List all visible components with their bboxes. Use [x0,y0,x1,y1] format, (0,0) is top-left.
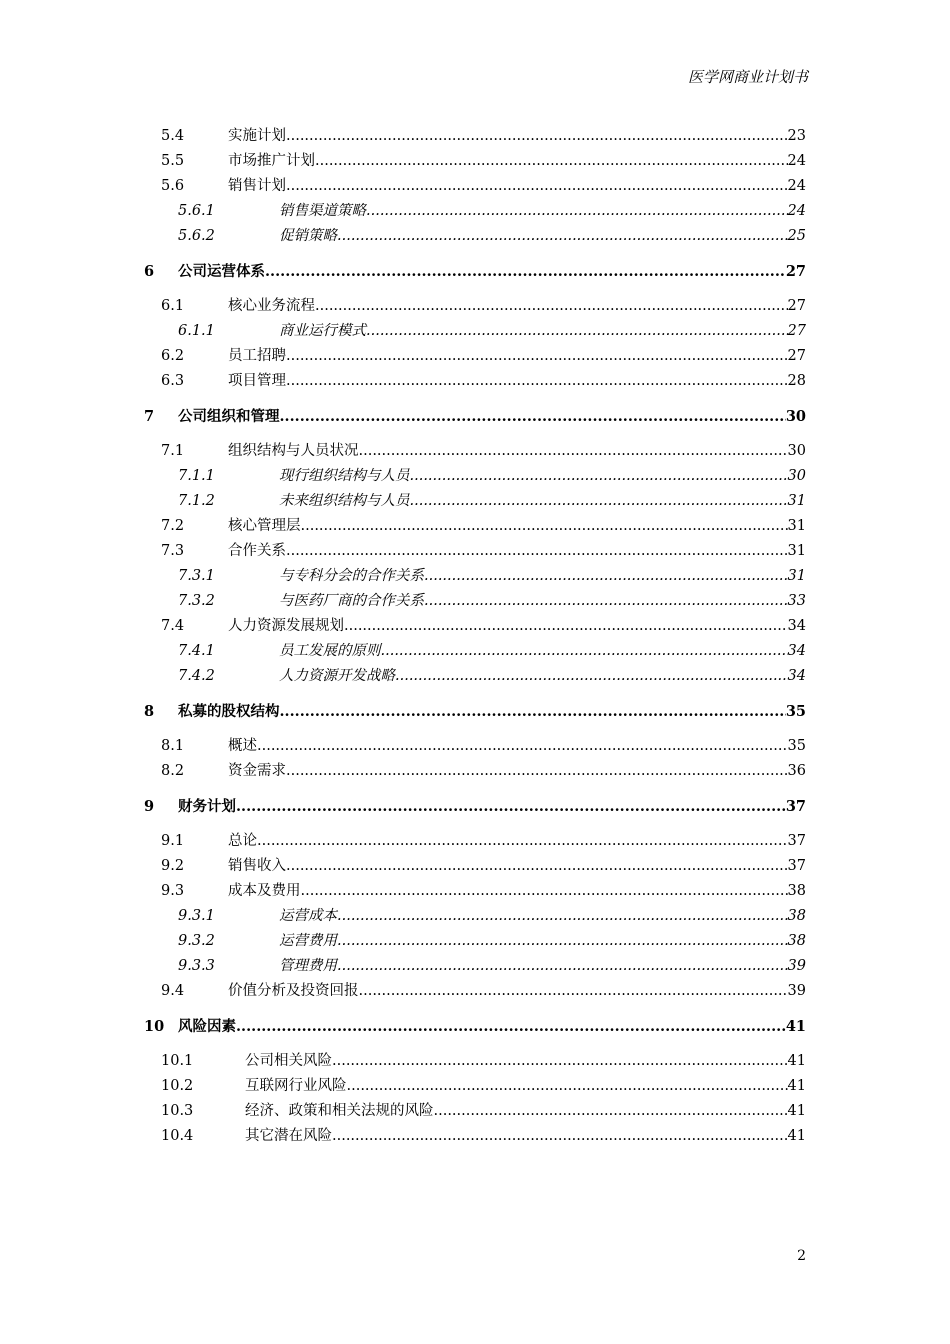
toc-subsection-entry[interactable] [0,319,950,344]
toc-entry-title: 财务计划 [178,798,236,815]
toc-entry-page: 27 [787,348,806,364]
toc-entry-title: 人力资源发展规划 [228,618,344,634]
toc-entry-number: 9.3.2 [178,933,215,949]
toc-entry-number: 7.1 [161,443,185,459]
toc-entry-title: 商业运行模式 [279,323,366,339]
toc-entry-title: 资金需求 [228,763,286,779]
toc-entry-body [178,404,806,429]
toc-entry-number: 6.1.1 [178,323,215,339]
toc-entry-page: 31 [787,543,806,559]
toc-section-entry[interactable] [0,879,950,904]
toc-entry-page: 38 [787,908,806,924]
toc-entry-title: 人力资源开发战略 [279,668,395,684]
toc-entry-title: 销售计划 [228,178,286,194]
toc-entry-body [245,1124,806,1149]
toc-entry-body [279,319,806,344]
toc-entry-number: 5.6.2 [178,228,215,244]
toc-entry-page: 31 [787,518,806,534]
toc-section-entry[interactable] [0,539,950,564]
toc-entry-title: 运营成本 [279,908,337,924]
toc-dot-leader [301,514,788,539]
toc-entry-number: 5.4 [161,128,185,144]
toc-entry-body [279,664,806,689]
toc-entry-title: 公司组织和管理 [178,408,280,425]
toc-entry-body [228,979,806,1004]
toc-chapter-entry[interactable] [0,699,950,724]
toc-dot-leader [286,854,788,879]
toc-dot-leader [301,879,788,904]
table-of-contents [0,124,950,1149]
toc-subsection-entry[interactable] [0,199,950,224]
toc-entry-number: 9.1 [161,833,185,849]
toc-entry-body [228,149,806,174]
toc-dot-leader [359,439,788,464]
toc-entry-number: 10 [144,1018,165,1035]
toc-subsection-entry[interactable] [0,464,950,489]
toc-entry-title: 销售收入 [228,858,286,874]
toc-entry-number: 6.2 [161,348,185,364]
toc-section-entry[interactable] [0,124,950,149]
toc-entry-page: 34 [787,643,806,659]
toc-section-entry[interactable] [0,294,950,319]
toc-entry-body [178,1014,806,1039]
toc-section-entry[interactable] [0,979,950,1004]
toc-chapter-entry[interactable] [0,259,950,284]
toc-section-entry[interactable] [0,344,950,369]
toc-subsection-entry[interactable] [0,639,950,664]
toc-dot-leader [337,224,788,249]
running-header: 医学网商业计划书 [687,68,808,86]
toc-dot-leader [424,589,788,614]
toc-entry-title: 实施计划 [228,128,286,144]
toc-entry-number: 7.2 [161,518,185,534]
toc-entry-page: 30 [787,468,806,484]
toc-section-entry[interactable] [0,829,950,854]
toc-section-entry[interactable] [0,854,950,879]
toc-entry-title: 风险因素 [178,1018,236,1035]
toc-entry-number: 10.1 [161,1053,194,1069]
toc-section-entry[interactable] [0,759,950,784]
toc-entry-body [228,539,806,564]
toc-entry-page: 28 [787,373,806,389]
toc-entry-title: 管理费用 [279,958,337,974]
toc-entry-number: 7 [144,408,155,425]
toc-entry-number: 9 [144,798,155,815]
toc-subsection-entry[interactable] [0,664,950,689]
toc-entry-number: 7.3 [161,543,185,559]
toc-entry-number: 10.3 [161,1103,194,1119]
toc-entry-number: 5.5 [161,153,185,169]
toc-dot-leader [332,1049,788,1074]
toc-section-entry[interactable] [0,1124,950,1149]
toc-entry-number: 9.3.3 [178,958,215,974]
toc-entry-page: 24 [787,178,806,194]
toc-entry-title: 公司运营体系 [178,263,265,280]
toc-entry-title: 经济、政策和相关法规的风险 [245,1103,434,1119]
toc-entry-body [228,734,806,759]
toc-entry-title: 市场推广计划 [228,153,315,169]
toc-entry-title: 核心管理层 [228,518,301,534]
toc-entry-body [228,879,806,904]
page-number: 2 [797,1248,806,1264]
toc-entry-title: 运营费用 [279,933,337,949]
toc-dot-leader [257,829,788,854]
toc-entry-title: 与医药厂商的合作关系 [279,593,424,609]
toc-dot-leader [410,464,788,489]
toc-dot-leader [337,904,788,929]
toc-entry-page: 24 [787,203,806,219]
toc-entry-body [279,564,806,589]
toc-entry-body [178,259,806,284]
toc-entry-body [178,699,806,724]
toc-dot-leader [337,929,788,954]
toc-section-entry[interactable] [0,1074,950,1099]
toc-entry-title: 组织结构与人员状况 [228,443,359,459]
toc-dot-leader [236,794,786,819]
toc-entry-page: 27 [787,323,806,339]
toc-subsection-entry[interactable] [0,954,950,979]
toc-dot-leader [332,1124,788,1149]
toc-entry-number: 8 [144,703,155,720]
toc-section-entry[interactable] [0,614,950,639]
toc-entry-page: 38 [787,933,806,949]
toc-entry-title: 其它潜在风险 [245,1128,332,1144]
toc-entry-page: 23 [787,128,806,144]
toc-section-entry[interactable] [0,734,950,759]
toc-section-entry[interactable] [0,514,950,539]
toc-dot-leader [315,294,788,319]
toc-subsection-entry[interactable] [0,929,950,954]
toc-dot-leader [286,344,788,369]
toc-entry-body [279,199,806,224]
toc-dot-leader [286,174,788,199]
toc-entry-page: 27 [787,298,806,314]
toc-chapter-entry[interactable] [0,1014,950,1039]
toc-entry-title: 总论 [228,833,257,849]
toc-entry-title: 未来组织结构与人员 [279,493,410,509]
toc-entry-page: 27 [785,263,806,280]
toc-entry-number: 8.2 [161,763,185,779]
toc-entry-body [279,224,806,249]
toc-section-entry[interactable] [0,174,950,199]
toc-dot-leader [434,1099,788,1124]
toc-entry-page: 37 [787,858,806,874]
toc-entry-body [178,794,806,819]
toc-dot-leader [286,124,788,149]
toc-entry-page: 41 [785,1018,806,1035]
toc-dot-leader [265,259,786,284]
toc-entry-number: 7.1.1 [178,468,215,484]
toc-entry-body [279,464,806,489]
toc-dot-leader [280,404,786,429]
toc-entry-page: 31 [787,568,806,584]
toc-entry-number: 7.4.2 [178,668,215,684]
toc-entry-number: 8.1 [161,738,185,754]
toc-entry-page: 37 [785,798,806,815]
toc-entry-number: 6.1 [161,298,185,314]
toc-entry-page: 35 [785,703,806,720]
toc-entry-body [228,854,806,879]
toc-dot-leader [347,1074,788,1099]
toc-section-entry[interactable] [0,369,950,394]
toc-entry-page: 30 [787,443,806,459]
toc-entry-page: 25 [787,228,806,244]
toc-entry-number: 7.4.1 [178,643,215,659]
toc-entry-title: 概述 [228,738,257,754]
toc-chapter-entry[interactable] [0,404,950,429]
toc-dot-leader [381,639,788,664]
toc-section-entry[interactable] [0,149,950,174]
toc-entry-page: 41 [787,1053,806,1069]
toc-entry-page: 37 [787,833,806,849]
toc-entry-body [279,489,806,514]
toc-entry-page: 39 [787,958,806,974]
toc-entry-page: 41 [787,1128,806,1144]
toc-entry-number: 7.1.2 [178,493,215,509]
toc-entry-body [228,439,806,464]
toc-dot-leader [410,489,788,514]
toc-entry-number: 7.3.1 [178,568,215,584]
toc-entry-title: 价值分析及投资回报 [228,983,359,999]
toc-entry-page: 34 [787,668,806,684]
toc-entry-title: 员工发展的原则 [279,643,381,659]
toc-entry-title: 现行组织结构与人员 [279,468,410,484]
toc-entry-number: 10.2 [161,1078,194,1094]
toc-dot-leader [280,699,786,724]
toc-entry-title: 项目管理 [228,373,286,389]
toc-entry-body [245,1049,806,1074]
toc-entry-title: 核心业务流程 [228,298,315,314]
toc-entry-body [228,829,806,854]
toc-dot-leader [286,539,788,564]
toc-entry-body [245,1074,806,1099]
toc-entry-title: 销售渠道策略 [279,203,366,219]
toc-entry-number: 5.6.1 [178,203,215,219]
toc-entry-body [228,344,806,369]
toc-entry-body [279,589,806,614]
toc-subsection-entry[interactable] [0,224,950,249]
toc-entry-number: 6 [144,263,155,280]
toc-entry-body [279,929,806,954]
toc-entry-title: 私募的股权结构 [178,703,280,720]
toc-subsection-entry[interactable] [0,904,950,929]
toc-entry-body [228,124,806,149]
toc-dot-leader [395,664,788,689]
toc-entry-body [228,369,806,394]
toc-entry-number: 9.2 [161,858,185,874]
toc-chapter-entry[interactable] [0,794,950,819]
toc-entry-page: 41 [787,1078,806,1094]
toc-entry-number: 9.3 [161,883,185,899]
toc-section-entry[interactable] [0,439,950,464]
toc-entry-title: 合作关系 [228,543,286,559]
toc-entry-body [245,1099,806,1124]
toc-entry-body [279,954,806,979]
toc-entry-page: 35 [787,738,806,754]
toc-entry-title: 与专科分会的合作关系 [279,568,424,584]
toc-entry-page: 33 [787,593,806,609]
toc-dot-leader [315,149,788,174]
toc-entry-number: 5.6 [161,178,185,194]
toc-dot-leader [344,614,788,639]
toc-entry-number: 9.4 [161,983,185,999]
toc-entry-page: 24 [787,153,806,169]
toc-entry-number: 6.3 [161,373,185,389]
toc-entry-page: 38 [787,883,806,899]
toc-entry-body [228,294,806,319]
toc-entry-body [279,904,806,929]
toc-dot-leader [286,369,788,394]
toc-entry-number: 9.3.1 [178,908,215,924]
toc-section-entry[interactable] [0,1049,950,1074]
toc-entry-page: 31 [787,493,806,509]
toc-entry-title: 促销策略 [279,228,337,244]
toc-entry-title: 成本及费用 [228,883,301,899]
toc-dot-leader [286,759,788,784]
toc-entry-page: 41 [787,1103,806,1119]
toc-entry-number: 10.4 [161,1128,194,1144]
toc-entry-title: 互联网行业风险 [245,1078,347,1094]
toc-dot-leader [366,319,788,344]
toc-dot-leader [337,954,788,979]
toc-entry-number: 7.4 [161,618,185,634]
toc-subsection-entry[interactable] [0,589,950,614]
toc-entry-body [228,514,806,539]
toc-entry-page: 30 [785,408,806,425]
toc-dot-leader [236,1014,786,1039]
toc-entry-body [228,174,806,199]
toc-entry-page: 36 [787,763,806,779]
toc-entry-number: 7.3.2 [178,593,215,609]
toc-dot-leader [366,199,788,224]
toc-dot-leader [424,564,788,589]
toc-section-entry[interactable] [0,1099,950,1124]
toc-entry-title: 员工招聘 [228,348,286,364]
toc-dot-leader [257,734,788,759]
toc-dot-leader [359,979,788,1004]
toc-entry-body [228,614,806,639]
toc-subsection-entry[interactable] [0,564,950,589]
toc-subsection-entry[interactable] [0,489,950,514]
toc-entry-page: 34 [787,618,806,634]
toc-entry-page: 39 [787,983,806,999]
toc-entry-body [279,639,806,664]
toc-entry-body [228,759,806,784]
toc-entry-title: 公司相关风险 [245,1053,332,1069]
